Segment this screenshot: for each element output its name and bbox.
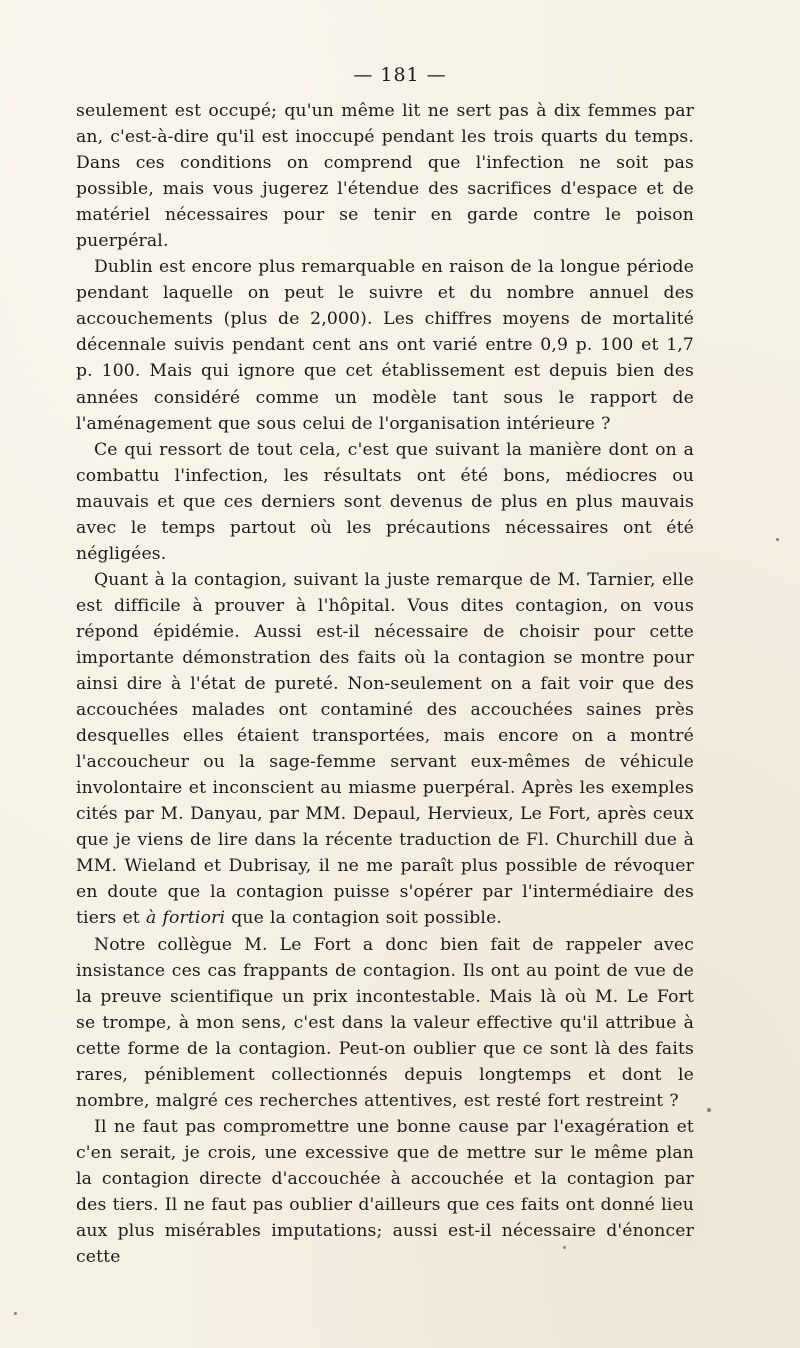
paper-speck [707,1108,711,1112]
paragraph-2: Dublin est encore plus remarquable en raison de la longue période pendant laquelle on peut le suivre et du nombre annuel des accouchements (plus de 2,000). Les chiffres moyens de mortalité décennale suivis pendant cent ans ont varié entre 0,9 p. 100 et 1,7 p. 100. Mais qui ignore que cet établissement est depuis bien des années considéré comme un modèle tant sous le rapport de l'aménagement que sous celui de l'organisation intérieure ? [76,257,694,434]
page-number: — 181 — [353,64,447,86]
paper-speck [563,1246,566,1249]
paragraph-3: Ce qui ressort de tout cela, c'est que suivant la manière dont on a combattu l'infection, les résultats ont été bons, médiocres ou mauvais et que ces derniers sont devenus de plus en plus mauvais avec le temps partout où les précautions nécessaires ont été négligées. [76,439,694,564]
body-text [76,98,694,1270]
paragraph-4-emphasis: à fortiori [145,908,226,929]
paragraph-4-tail: que la contagion soit possible. [231,908,503,929]
paragraph-4-text: Quant à la contagion, suivant la juste remarque de M. Tarnier, elle est difficile à prouver à l'hôpital. Vous dites contagion, on vous répond épidémie. Aussi est-il nécessaire de choisir pour cette importante démonstration des faits où la contagion se montre pour ainsi dire à l'état de pureté. Non-seulement on a fait voir que des accouchées malades ont contaminé des accouchées saines près desquelles elles étaient transportées, mais encore on a montré l'accoucheur ou la sage-femme servant eux-mêmes de véhicule involontaire et inconscient au miasme puerpéral. Après les exemples cités par M. Danyau, par MM. Depaul, Hervieux, Le Fort, après ceux que je viens de lire dans la récente traduction de Fl. Churchill due à MM. Wieland et Dubrisay, il ne me paraît plus possible de révoquer en doute que la contagion puisse s'opérer par l'intermédiaire des tiers et [76,569,694,929]
paper-speck [14,1312,17,1315]
paper-speck [776,538,779,541]
paragraph-5: Notre collègue M. Le Fort a donc bien fait de rappeler avec insistance ces cas frappants de contagion. Ils ont au point de vue de la preuve scientifique un prix incontestable. Mais là où M. Le Fort se trompe, à mon sens, c'est dans la valeur effective qu'il attribue à cette forme de la contagion. Peut-on oublier que ce sont là des faits rares, péniblement collectionnés depuis longtemps et dont le nombre, malgré ces recherches attentives, est resté fort restreint ? [76,934,694,1111]
paragraph-4 [76,567,694,932]
paragraph-1: seulement est occupé; qu'un même lit ne sert pas à dix femmes par an, c'est-à-dire qu'il est inoccupé pendant les trois quarts du temps. Dans ces conditions on comprend que l'infection ne soit pas possible, mais vous jugerez l'étendue des sacrifices d'espace et de matériel nécessaires pour se tenir en garde contre le poison puerpéral. [76,101,694,252]
paragraph-6: Il ne faut pas compromettre une bonne cause par l'exagération et c'en serait, je crois, une excessive que de mettre sur le même plan la contagion directe d'accouchée à accouchée et la contagion par des tiers. Il ne faut pas oublier d'ailleurs que ces faits ont donné lieu aux plus misérables imputations; aussi est-il nécessaire d'énoncer cette [76,1116,694,1268]
